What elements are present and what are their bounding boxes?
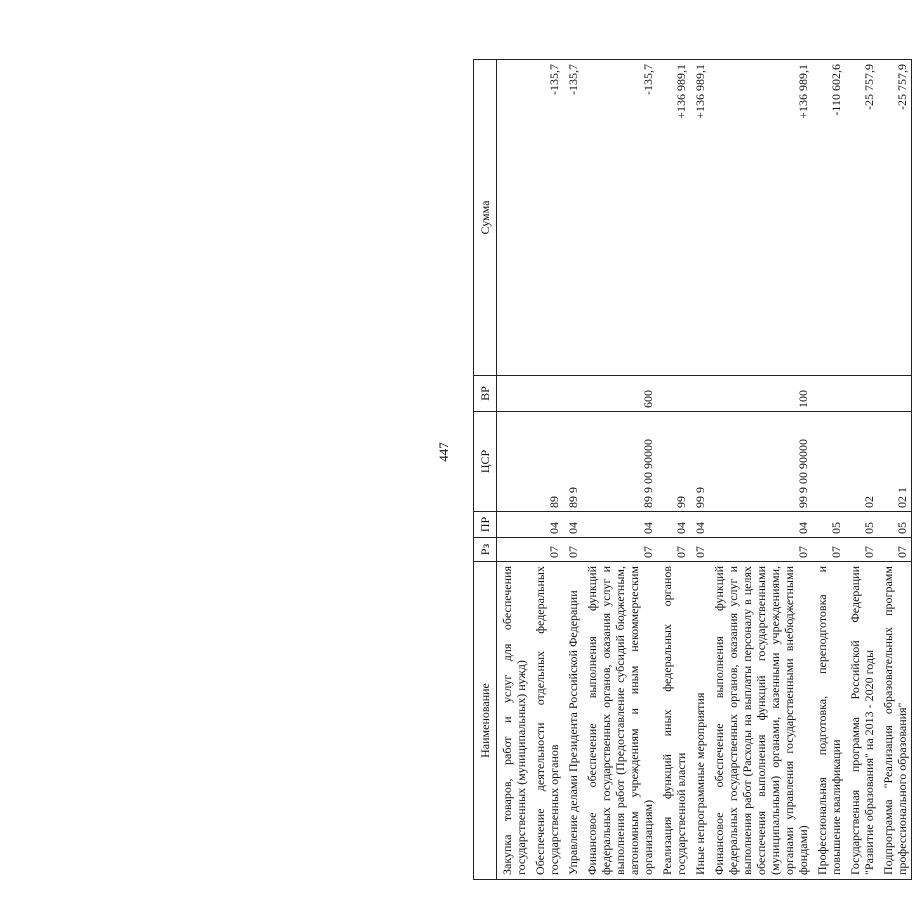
row-name: Подпрограмма "Реализация образовательных программ профессионального образования": [878, 562, 912, 880]
table-row: [878, 60, 912, 880]
row-rz: 07: [878, 538, 912, 562]
row-rz: 07: [657, 538, 690, 562]
row-csr: 89 9 00 90000: [582, 412, 657, 512]
row-csr: [497, 412, 531, 512]
table-header-row: [474, 60, 497, 880]
row-sum: -25 757,9: [878, 60, 912, 376]
row-csr: 99 9: [690, 412, 709, 512]
row-pr: 04: [582, 512, 657, 538]
header-rz: Рз: [474, 538, 497, 562]
row-csr: 02: [845, 412, 878, 512]
row-pr: 04: [563, 512, 582, 538]
row-sum: -135,7: [582, 60, 657, 376]
row-pr: 05: [812, 512, 845, 538]
row-rz: 07: [845, 538, 878, 562]
row-name: Иные непрограммные мероприятия: [690, 562, 709, 880]
budget-table: [473, 59, 912, 880]
row-pr: [497, 512, 531, 538]
row-rz: 07: [709, 538, 812, 562]
table-row: [497, 60, 531, 880]
row-name: Финансовое обеспечение выполнения функций федеральных государственных органов, оказания услуг и выполнения работ (Предоставление субсидий бюджетным, автономным учреждениям и иным некоммерческим организациям): [582, 562, 657, 880]
table-row: [709, 60, 812, 880]
row-rz: [497, 538, 531, 562]
row-vr: [690, 376, 709, 412]
row-vr: [530, 376, 563, 412]
row-vr: 600: [582, 376, 657, 412]
table-row: [563, 60, 582, 880]
table-row: [582, 60, 657, 880]
row-csr: 02 1: [878, 412, 912, 512]
table-row: [845, 60, 878, 880]
row-sum: +136 989,1: [657, 60, 690, 376]
header-pr: ПР: [474, 512, 497, 538]
row-vr: 100: [709, 376, 812, 412]
row-pr: 04: [657, 512, 690, 538]
row-vr: [812, 376, 845, 412]
row-vr: [878, 376, 912, 412]
row-csr: 89 9: [563, 412, 582, 512]
row-rz: 07: [582, 538, 657, 562]
row-csr: 99: [657, 412, 690, 512]
row-pr: 04: [709, 512, 812, 538]
row-pr: 04: [690, 512, 709, 538]
row-pr: 05: [845, 512, 878, 538]
table-row: [690, 60, 709, 880]
row-pr: 05: [878, 512, 912, 538]
row-sum: +136 989,1: [709, 60, 812, 376]
row-csr: 89: [530, 412, 563, 512]
row-csr: 99 9 00 90000: [709, 412, 812, 512]
row-name: Обеспечение деятельности отдельных федеральных государственных органов: [530, 562, 563, 880]
row-vr: [657, 376, 690, 412]
table-row: [812, 60, 845, 880]
row-name: Закупка товаров, работ и услуг для обеспечения государственных (муниципальных) нужд): [497, 562, 531, 880]
header-sum: Сумма: [474, 60, 497, 376]
row-vr: [497, 376, 531, 412]
table-row: [657, 60, 690, 880]
row-rz: 07: [563, 538, 582, 562]
row-sum: -25 757,9: [845, 60, 878, 376]
row-rz: 07: [530, 538, 563, 562]
row-csr: [812, 412, 845, 512]
header-csr: ЦСР: [474, 412, 497, 512]
header-name: Наименование: [474, 562, 497, 880]
row-name: Управление делами Президента Российской Федерации: [563, 562, 582, 880]
row-sum: -135,7: [530, 60, 563, 376]
row-sum: [497, 60, 531, 376]
row-sum: -135,7: [563, 60, 582, 376]
table-row: [530, 60, 563, 880]
row-vr: [845, 376, 878, 412]
header-vr: ВР: [474, 376, 497, 412]
row-rz: 07: [812, 538, 845, 562]
row-rz: 07: [690, 538, 709, 562]
row-name: Финансовое обеспечение выполнения функций федеральных государственных органов, оказания услуг и выполнения работ (Расходы на выплаты персоналу в целях обеспечения выполнения функций государственными (муниципальными) органами, казенными учреждениями, органами управления государственными внебюджетными фондами): [709, 562, 812, 880]
row-pr: 04: [530, 512, 563, 538]
row-vr: [563, 376, 582, 412]
row-name: Реализация функций иных федеральных органов государственной власти: [657, 562, 690, 880]
row-name: Государственная программа Российской Федерации "Развитие образования" на 2013 - 2020 годы: [845, 562, 878, 880]
row-sum: +136 989,1: [690, 60, 709, 376]
rotated-page-content: [473, 60, 909, 880]
page-number: 447: [436, 442, 451, 462]
row-name: Профессиональная подготовка, переподготовка и повышение квалификации: [812, 562, 845, 880]
row-sum: -110 602,6: [812, 60, 845, 376]
